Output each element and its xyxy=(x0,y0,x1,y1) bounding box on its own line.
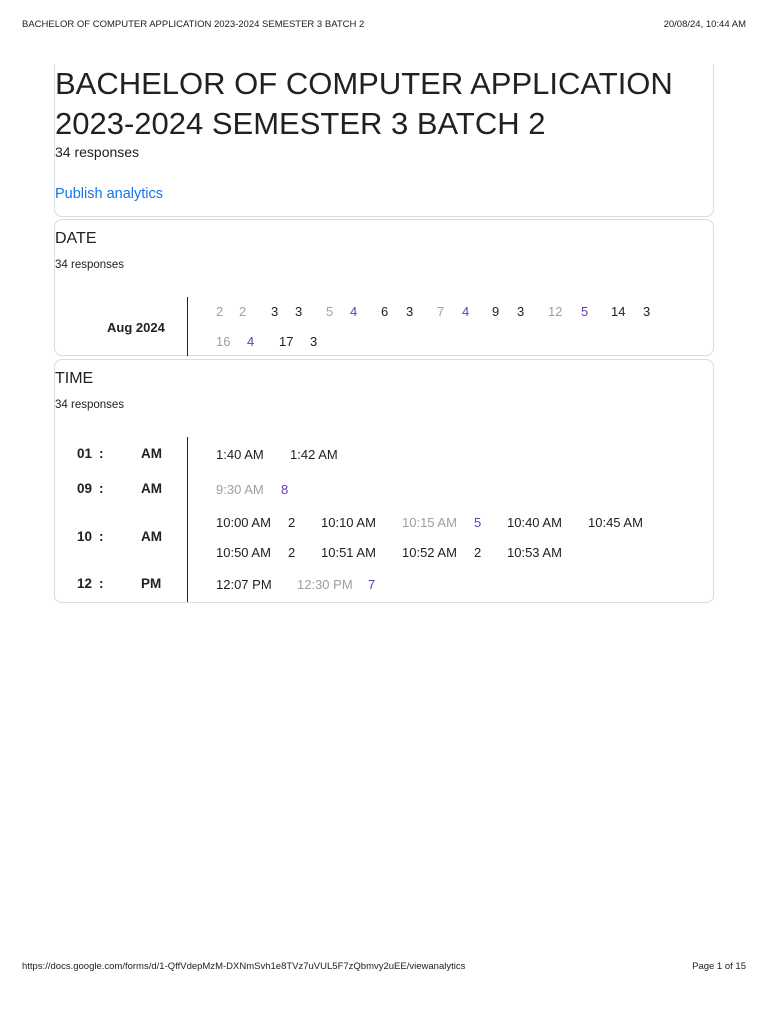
time-count: 2 xyxy=(288,515,296,530)
date-count: 4 xyxy=(247,334,255,349)
print-footer-page: Page 1 of 15 xyxy=(692,961,746,972)
time-hour-label: 12 xyxy=(77,576,93,591)
divider xyxy=(187,297,188,356)
date-day: 5 xyxy=(326,304,334,319)
time-entry: 10:51 AM xyxy=(321,545,376,560)
date-count: 3 xyxy=(406,304,414,319)
time-entry: 12:30 PM xyxy=(297,577,353,592)
time-period-label: AM xyxy=(141,529,162,544)
question-title: DATE xyxy=(55,230,97,247)
time-entry: 12:07 PM xyxy=(216,577,272,592)
print-header-datetime: 20/08/24, 10:44 AM xyxy=(663,19,746,30)
date-count: 5 xyxy=(581,304,589,319)
time-entry: 10:45 AM xyxy=(588,515,643,530)
time-entry: 9:30 AM xyxy=(216,482,264,497)
time-entry: 10:52 AM xyxy=(402,545,457,560)
date-day: 17 xyxy=(279,334,294,349)
date-count: 4 xyxy=(350,304,358,319)
date-day: 12 xyxy=(548,304,563,319)
time-hour-label: 10 xyxy=(77,529,93,544)
date-count: 3 xyxy=(310,334,318,349)
time-period-label: AM xyxy=(141,481,162,496)
time-period-label: PM xyxy=(141,576,162,591)
print-header xyxy=(22,19,746,33)
divider xyxy=(187,437,188,602)
print-header-title: BACHELOR OF COMPUTER APPLICATION 2023-2024 SEMESTER 3 BATCH 2 xyxy=(22,19,365,30)
question-response-count: 34 responses xyxy=(55,399,125,411)
time-entry: 10:50 AM xyxy=(216,545,271,560)
question-response-count: 34 responses xyxy=(55,259,125,271)
time-count: 5 xyxy=(474,515,482,530)
time-entry: 1:40 AM xyxy=(216,447,264,462)
date-count: 3 xyxy=(643,304,651,319)
date-count: 3 xyxy=(517,304,525,319)
time-separator: : xyxy=(99,576,104,591)
date-day: 3 xyxy=(271,304,279,319)
date-day: 14 xyxy=(611,304,626,319)
time-count: 8 xyxy=(281,482,289,497)
time-count: 7 xyxy=(368,577,376,592)
time-entry: 10:10 AM xyxy=(321,515,376,530)
time-entry: 10:15 AM xyxy=(402,515,457,530)
time-entry: 10:40 AM xyxy=(507,515,562,530)
date-day: 6 xyxy=(381,304,389,319)
date-count: 3 xyxy=(295,304,303,319)
publish-analytics-link[interactable]: Publish analytics xyxy=(55,186,163,202)
print-footer xyxy=(22,961,746,975)
time-count: 2 xyxy=(474,545,482,560)
time-hour-label: 09 xyxy=(77,481,93,496)
response-count: 34 responses xyxy=(55,144,140,160)
time-entry: 10:00 AM xyxy=(216,515,271,530)
question-title: TIME xyxy=(55,370,94,387)
time-question-card xyxy=(54,359,714,603)
date-day: 7 xyxy=(437,304,445,319)
date-day: 16 xyxy=(216,334,231,349)
date-day: 2 xyxy=(216,304,224,319)
time-separator: : xyxy=(99,529,104,544)
date-question-card xyxy=(54,219,714,356)
time-hour-label: 01 xyxy=(77,446,93,461)
month-label: Aug 2024 xyxy=(107,320,165,335)
date-count: 2 xyxy=(239,304,247,319)
print-footer-url: https://docs.google.com/forms/d/1-QffVdepMzM-DXNmSvh1e8TVz7uVUL5F7zQbmvy2uEE/viewanalytics xyxy=(22,961,466,972)
time-entry: 1:42 AM xyxy=(290,447,338,462)
time-separator: : xyxy=(99,481,104,496)
date-day: 9 xyxy=(492,304,500,319)
time-count: 2 xyxy=(288,545,296,560)
time-period-label: AM xyxy=(141,446,162,461)
form-title: BACHELOR OF COMPUTER APPLICATION 2023-2024 SEMESTER 3 BATCH 2 xyxy=(55,66,673,141)
date-count: 4 xyxy=(462,304,470,319)
form-header-card xyxy=(54,64,714,217)
time-entry: 10:53 AM xyxy=(507,545,562,560)
time-separator: : xyxy=(99,446,104,461)
